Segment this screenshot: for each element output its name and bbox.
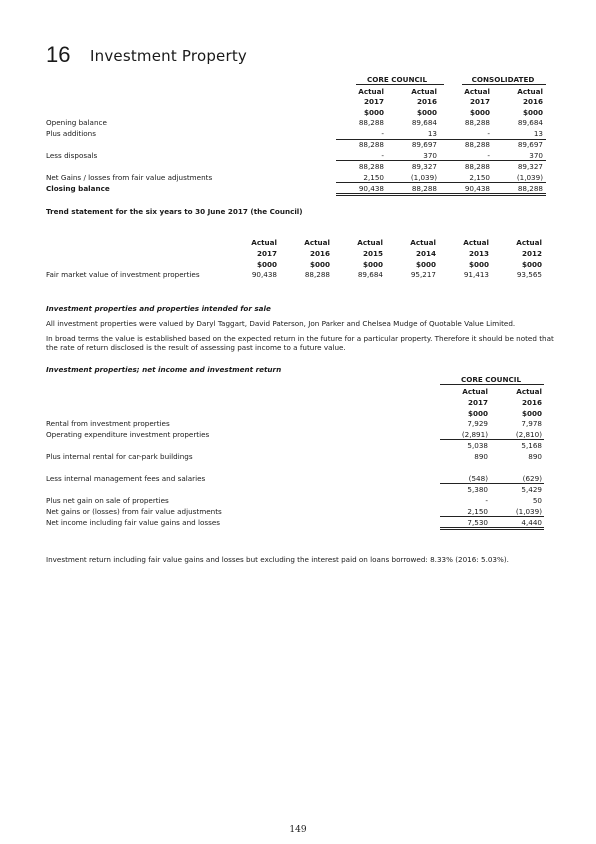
col-header: Actual <box>411 87 437 96</box>
cell: 88,288 <box>358 162 384 171</box>
row-label: Rental from investment properties <box>46 419 170 428</box>
group-underline <box>462 84 546 85</box>
cell: 5,038 <box>467 441 488 450</box>
cell: 88,288 <box>517 184 543 193</box>
cell: (1,039) <box>515 507 542 516</box>
cell: 5,380 <box>467 485 488 494</box>
cell: 890 <box>474 452 488 461</box>
page-number: 149 <box>289 825 307 835</box>
cell: 13 <box>427 129 437 138</box>
intended-heading: Investment properties and properties intended for sale <box>46 304 271 313</box>
row-label: Closing balance <box>46 184 110 193</box>
cell: 89,327 <box>411 162 437 171</box>
cell: (629) <box>522 474 542 483</box>
col-header: $000 <box>256 260 277 269</box>
col-header: $000 <box>521 260 542 269</box>
cell: 93,565 <box>516 270 542 279</box>
col-header: 2015 <box>362 249 383 258</box>
group-underline <box>440 384 544 385</box>
group-header-consolidated: CONSOLIDATED <box>471 75 535 84</box>
cell: 2,150 <box>467 507 488 516</box>
cell: - <box>487 129 490 138</box>
row-label: Less disposals <box>46 151 98 160</box>
cell: 88,288 <box>464 162 490 171</box>
col-header: $000 <box>468 260 489 269</box>
col-header: Actual <box>464 87 490 96</box>
col-header: Actual <box>251 238 277 247</box>
group-header-core-council: CORE COUNCIL <box>460 375 522 384</box>
cell: 890 <box>528 452 542 461</box>
col-header: Actual <box>357 238 383 247</box>
double-underline <box>440 529 544 530</box>
cell: - <box>487 151 490 160</box>
col-header: 2017 <box>467 398 488 407</box>
row-label: Operating expenditure investment properties <box>46 430 210 439</box>
total-line <box>336 182 546 183</box>
cell: 50 <box>532 496 542 505</box>
row-label: Plus internal rental for car-park buildings <box>46 452 193 461</box>
cell: 4,440 <box>521 518 542 527</box>
double-underline <box>440 527 544 528</box>
cell: 88,288 <box>358 140 384 149</box>
cell: (1,039) <box>516 173 543 182</box>
cell: 90,438 <box>464 184 490 193</box>
col-header: 2012 <box>521 249 542 258</box>
col-header: 2017 <box>363 97 384 106</box>
col-header: Actual <box>516 238 542 247</box>
row-label: Less internal management fees and salaries <box>46 474 206 483</box>
cell: 95,217 <box>410 270 436 279</box>
col-header: 2016 <box>522 97 543 106</box>
cell: 90,438 <box>358 184 384 193</box>
cell: 88,288 <box>464 118 490 127</box>
col-header: 2016 <box>309 249 330 258</box>
cell: 88,288 <box>464 140 490 149</box>
col-header: $000 <box>522 108 543 117</box>
trend-heading: Trend statement for the six years to 30 June 2017 (the Council) <box>46 207 303 216</box>
cell: 2,150 <box>469 173 490 182</box>
col-header: 2013 <box>468 249 489 258</box>
cell: - <box>381 129 384 138</box>
cell: 7,929 <box>467 419 488 428</box>
row-label: Net income including fair value gains and losses <box>46 518 221 527</box>
cell: 370 <box>529 151 543 160</box>
row-label: Opening balance <box>46 118 107 127</box>
col-header: 2016 <box>416 97 437 106</box>
col-header: $000 <box>467 409 488 418</box>
cell: 5,429 <box>521 485 542 494</box>
section-number: 16 <box>46 42 71 67</box>
cell: 89,684 <box>411 118 437 127</box>
cell: 88,288 <box>358 118 384 127</box>
col-header: $000 <box>309 260 330 269</box>
col-header: 2017 <box>256 249 277 258</box>
net-income-heading: Investment properties; net income and investment return <box>46 365 282 374</box>
cell: 88,288 <box>304 270 330 279</box>
col-header: $000 <box>521 409 542 418</box>
row-label: Fair market value of investment properties <box>46 270 200 279</box>
row-label: Plus additions <box>46 129 96 138</box>
valuer-paragraph: All investment properties were valued by Daryl Taggart, David Paterson, Jon Parker and Chelsea Mudge of Quotable Value Limited. <box>46 319 516 328</box>
col-header: 2014 <box>415 249 436 258</box>
row-label: Net Gains / losses from fair value adjustments <box>46 173 213 182</box>
col-header: 2016 <box>521 398 542 407</box>
col-header: Actual <box>516 387 542 396</box>
total-line <box>440 516 544 517</box>
col-header: $000 <box>363 108 384 117</box>
double-underline <box>336 193 546 194</box>
cell: (2,810) <box>515 430 542 439</box>
col-header: 2017 <box>469 97 490 106</box>
col-header: Actual <box>463 238 489 247</box>
col-header: Actual <box>517 87 543 96</box>
cell: (1,039) <box>410 173 437 182</box>
col-header: $000 <box>469 108 490 117</box>
subtotal-line <box>336 160 546 161</box>
cell: 89,697 <box>517 140 543 149</box>
col-header: $000 <box>415 260 436 269</box>
col-header: Actual <box>410 238 436 247</box>
cell: 5,168 <box>521 441 542 450</box>
col-header: $000 <box>416 108 437 117</box>
double-underline <box>336 195 546 196</box>
cell: 90,438 <box>251 270 277 279</box>
cell: 7,978 <box>521 419 542 428</box>
section-title: Investment Property <box>90 47 248 65</box>
col-header: Actual <box>462 387 488 396</box>
cell: 89,684 <box>357 270 383 279</box>
cell: 89,327 <box>517 162 543 171</box>
cell: (548) <box>468 474 488 483</box>
investment-return-footnote: Investment return including fair value gains and losses but excluding the interest paid on loans borrowed: 8.33% (2016: 5.03%). <box>46 555 509 564</box>
cell: (2,891) <box>461 430 488 439</box>
subtotal-line <box>440 483 544 484</box>
row-label: Plus net gain on sale of properties <box>46 496 169 505</box>
cell: 13 <box>533 129 543 138</box>
cell: 89,697 <box>411 140 437 149</box>
cell: 370 <box>423 151 437 160</box>
cell: 7,530 <box>467 518 488 527</box>
group-underline <box>356 84 444 85</box>
cell: - <box>381 151 384 160</box>
cell: - <box>485 496 488 505</box>
group-header-core-council: CORE COUNCIL <box>366 75 428 84</box>
subtotal-line <box>440 439 544 440</box>
col-header: Actual <box>358 87 384 96</box>
valuation-basis-paragraph: In broad terms the value is established based on the expected return in the future for a particular property. Therefore it should be noted that the rate of return disclosed is the result of assessing past income to a future value. <box>46 334 554 352</box>
row-label: Net gains or (losses) from fair value adjustments <box>46 507 222 516</box>
cell: 88,288 <box>411 184 437 193</box>
col-header: Actual <box>304 238 330 247</box>
col-header: $000 <box>362 260 383 269</box>
cell: 2,150 <box>363 173 384 182</box>
cell: 91,413 <box>463 270 489 279</box>
cell: 89,684 <box>517 118 543 127</box>
